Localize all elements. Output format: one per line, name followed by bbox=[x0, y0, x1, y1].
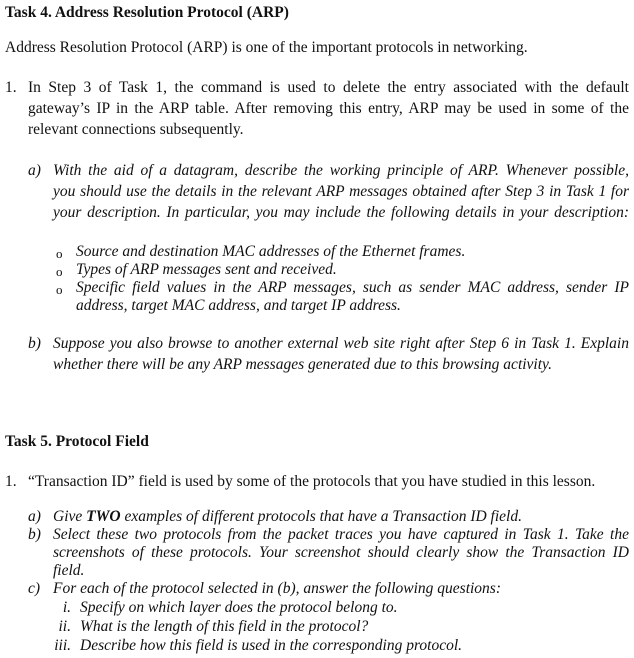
task5-c-item-2-number: ii. bbox=[58, 618, 71, 635]
task4-a-line-3: your description. In particular, you may include the following details in your description: bbox=[53, 204, 629, 221]
task5-c-text: For each of the protocol selected in (b), answer the following questions: bbox=[53, 580, 501, 597]
task4-b-line-2: whether there will be any ARP messages generated due to this browsing activity. bbox=[53, 356, 552, 373]
task5-a-pre: Give bbox=[53, 508, 87, 525]
task4-heading: Task 4. Address Resolution Protocol (ARP) bbox=[5, 4, 289, 21]
bullet-marker: o bbox=[56, 282, 63, 297]
task5-c-item-3-number: iii. bbox=[54, 637, 71, 654]
task5-a-post: examples of different protocols that have a Transaction ID field. bbox=[120, 508, 522, 525]
task5-b-line-2: screenshots of these protocols. Your screenshot should clearly show the Transaction ID bbox=[53, 544, 629, 561]
task5-c-item-1-text: Specify on which layer does the protocol belong to. bbox=[80, 599, 398, 616]
task4-b-line-1: Suppose you also browse to another external web site right after Step 6 in Task 1. Explain bbox=[53, 335, 629, 352]
task5-c-item-2-text: What is the length of this field in the protocol? bbox=[80, 618, 369, 635]
task5-c-item-1-number: i. bbox=[62, 599, 71, 616]
task4-bullet-2: Types of ARP messages sent and received. bbox=[76, 261, 337, 278]
task5-c-item-3-text: Describe how this field is used in the corresponding protocol. bbox=[80, 637, 463, 654]
task4-intro: Address Resolution Protocol (ARP) is one of the important protocols in networking. bbox=[5, 39, 528, 56]
task5-q1-text: “Transaction ID” field is used by some of the protocols that you have studied in this lesson. bbox=[28, 473, 596, 490]
task5-heading: Task 5. Protocol Field bbox=[5, 433, 149, 450]
task5-c-label: c) bbox=[28, 580, 41, 597]
bullet-marker: o bbox=[56, 246, 63, 261]
task4-bullet-3-line-1: Specific field values in the ARP messages, such as sender MAC address, sender IP bbox=[76, 279, 629, 296]
task4-a-line-1: With the aid of a datagram, describe the working principle of ARP. Whenever possible, bbox=[53, 162, 629, 179]
task4-b-label: b) bbox=[28, 335, 41, 352]
task5-a-label: a) bbox=[28, 508, 41, 525]
task4-q1-line-1: In Step 3 of Task 1, the command is used to delete the entry associated with the default bbox=[28, 79, 629, 96]
task4-bullet-1: Source and destination MAC addresses of the Ethernet frames. bbox=[76, 243, 466, 260]
task5-b-line-1: Select these two protocols from the packet traces you have captured in Task 1. Take the bbox=[53, 526, 629, 543]
task5-b-label: b) bbox=[28, 526, 41, 543]
task5-a-text bbox=[53, 508, 522, 526]
task4-bullet-3-line-2: address, target MAC address, and target IP address. bbox=[76, 297, 401, 314]
task4-q1-line-2: gateway’s IP in the ARP table. After removing this entry, ARP may be used in some of the bbox=[28, 100, 629, 117]
task5-b-line-3: field. bbox=[53, 562, 85, 579]
task4-q1-number: 1. bbox=[5, 79, 17, 96]
task5-a-bold: TWO bbox=[86, 508, 121, 525]
task5-q1-number: 1. bbox=[5, 473, 17, 490]
task4-q1-line-3: relevant connections subsequently. bbox=[28, 121, 244, 138]
bullet-marker: o bbox=[56, 264, 63, 279]
task4-a-line-2: you should use the details in the relevant ARP messages obtained after Step 3 in Task 1 for bbox=[53, 183, 629, 200]
task4-a-label: a) bbox=[28, 162, 41, 179]
